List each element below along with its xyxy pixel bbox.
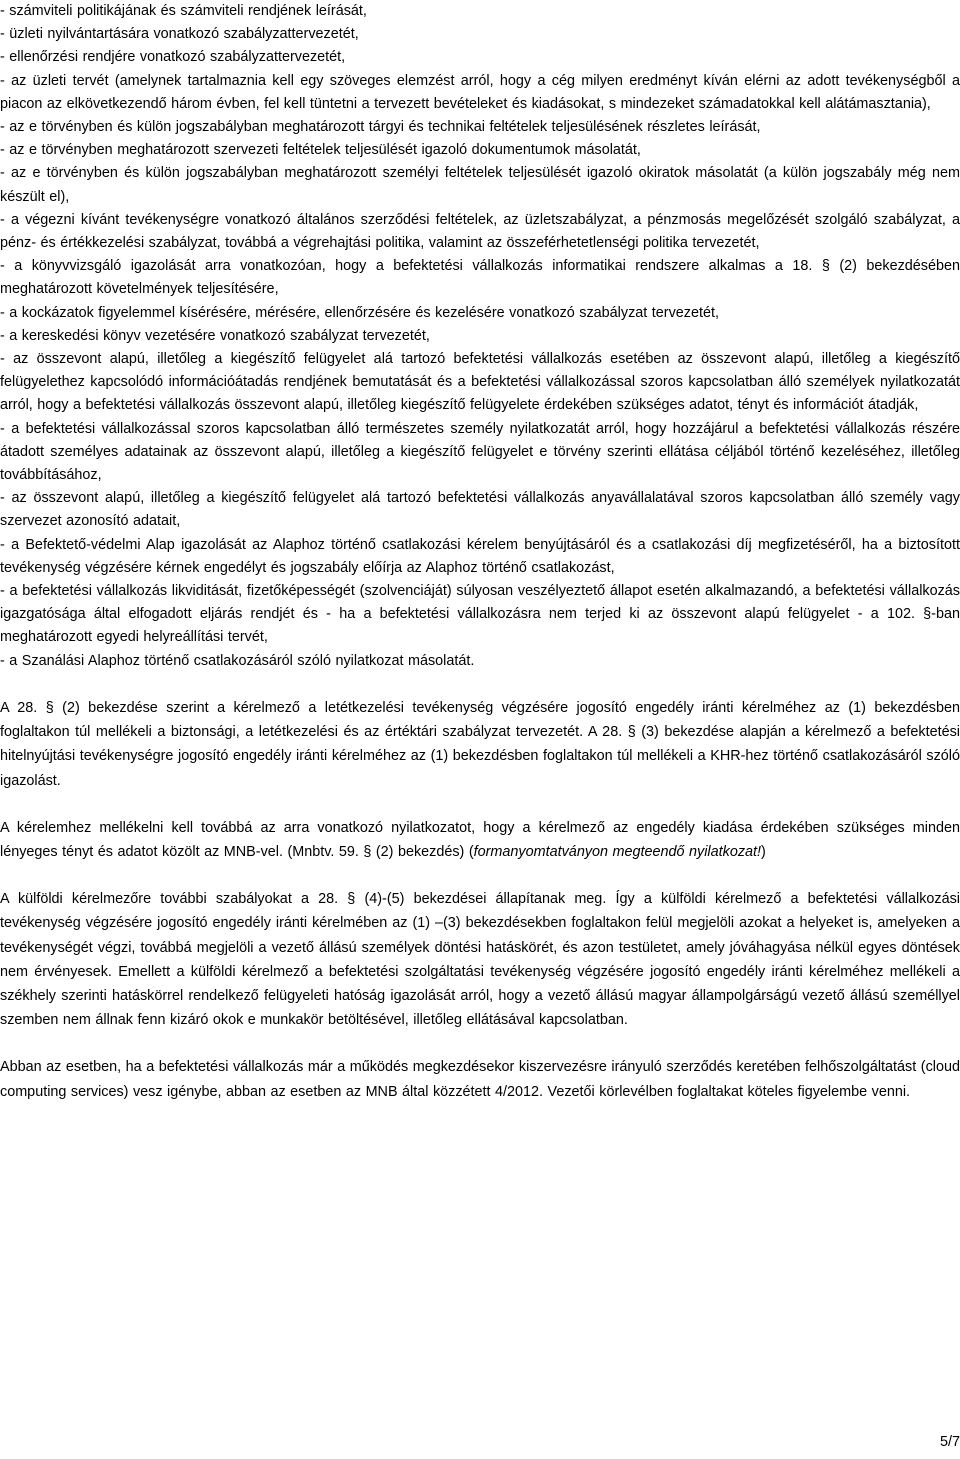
paragraph-cloud-services: Abban az esetben, ha a befektetési vállalkozás már a működés megkezdésekor kiszervezésre irányuló szerződés keretében felhőszolgáltatást (cloud computing services) vesz igénybe, abban az esetben az MNB által közzétett 4/2012. Vezetői körlevélben foglaltakat köteles figyelembe venni. (0, 1059, 960, 1100)
paragraph-declaration (0, 816, 960, 864)
list-item: - az e törvényben és külön jogszabályban meghatározott személyi feltételek teljesülését igazoló okiratok másolatát (a külön jogszabály még nem készült el), (0, 165, 960, 205)
list-item: - a kereskedési könyv vezetésére vonatkozó szabályzat tervezetét, (0, 327, 430, 344)
list-item: - az összevont alapú, illetőleg a kiegészítő felügyelet alá tartozó befektetési vállalkozás esetében az összevont alapú, illetőleg a kiegészítő felügyelethez kapcsolódó információátadás rendjének bemutatását és a befektetési vállalkozással szoros kapcsolatban álló személyek nyilatkozatát arról, hogy a befektetési vállalkozás összevont alapú, illetőleg kiegészítő felügyelete érdekében szükséges adatot, tényt és információt átadják, (0, 351, 960, 414)
paragraph-declaration-text: A kérelemhez mellékelni kell továbbá az arra vonatkozó nyilatkozatot, hogy a kérelmező az engedély kiadása érdekében szükséges minden lényeges tényt és adatot közölt az MNB-vel. (Mnbtv. 59. § (2) bekezdés) ( (0, 819, 960, 860)
list-item: - az üzleti tervét (amelynek tartalmaznia kell egy szöveges elemzést arról, hogy a cég milyen eredményt kíván elérni az adott tevékenységből a piacon az elkövetkezendő három évben, fel kell tüntetni a tervezett bevételeket és kiadásokat, s mindezeket számadatokkal kell alátámasztania), (0, 72, 960, 112)
list-item: - a könyvvizsgáló igazolását arra vonatkozóan, hogy a befektetési vállalkozás informatikai rendszere alkalmas a 18. § (2) bekezdésében meghatározott követelmények teljesítésére, (0, 258, 960, 298)
list-item: - üzleti nyilvántartására vonatkozó szabályzattervezetét, (0, 26, 359, 43)
list-item: - a kockázatok figyelemmel kísérésére, mérésére, ellenőrzésére és kezelésére vonatkozó szabályzat tervezetét, (0, 304, 719, 321)
list-item: - a Szanálási Alaphoz történő csatlakozásáról szóló nyilatkozat másolatát. (0, 652, 475, 669)
list-item: - a végezni kívánt tevékenységre vonatkozó általános szerződési feltételek, az üzletszabályzat, a pénzmosás megelőzését szolgáló szabályzat, a pénz- és értékkezelési szabályzat, továbbá a végrehajtási politika, valamint az összeférhetetlenségi politika tervezetét, (0, 211, 960, 252)
list-item: - a befektetési vállalkozással szoros kapcsolatban álló természetes személy nyilatkozatát arról, hogy hozzájárul a befektetési vállalkozás részére átadott személyes adatainak az összevont alapú, illetőleg a kiegészítő felügyelet e törvény szerinti ellátása céljából történő kezeléséhez, illetőleg továbbításához, (0, 420, 960, 484)
list-item: - az e törvényben meghatározott szervezeti feltételek teljesülését igazoló dokumentumok másolatát, (0, 142, 641, 159)
list-item: - a befektetési vállalkozás likviditását, fizetőképességét (szolvenciáját) súlyosan veszélyeztető állapot esetén alkalmazandó, a befektetési vállalkozás igazgatósága által elfogadott eljárás rendjét és - ha a befektetési vállalkozásra nem terjed ki az összevont alapú felügyelet - a 102. §-ban meghatározott egyedi helyreállítási tervét, (0, 583, 960, 646)
paragraph-declaration-end: ) (761, 843, 766, 860)
page-number: 5/7 (939, 1434, 960, 1450)
requirements-list (0, 0, 960, 673)
list-item: - ellenőrzési rendjére vonatkozó szabályzattervezetét, (0, 49, 346, 66)
paragraph-declaration-italic: formanyomtatványon megteendő nyilatkozat! (473, 843, 762, 860)
list-item: - az összevont alapú, illetőleg a kiegészítő felügyelet alá tartozó befektetési vállalkozás anyavállalatával szoros kapcsolatban álló személy vagy szervezet azonosító adatait, (0, 490, 960, 530)
paragraph-custody: A 28. § (2) bekezdése szerint a kérelmező a letétkezelési tevékenység végzésére jogosító engedély iránti kérelméhez az (1) bekezdésben foglaltakon túl mellékeli a biztonsági, a letétkezelési és az értéktári szabályzat tervezetét. A 28. § (3) bekezdése alapján a kérelmező a befektetési hitelnyújtási tevékenységre jogosító engedély iránti kérelméhez az (1) bekezdésben foglaltakon túl mellékeli a KHR-hez történő csatlakozásáról szóló igazolást. (0, 699, 960, 789)
paragraph-foreign-applicant: A külföldi kérelmezőre további szabályokat a 28. § (4)-(5) bekezdései állapítanak meg. Így a külföldi kérelmező a befektetési vállalkozási tevékenység végzésére jogosító engedély iránti kérelmében az (1) –(3) bekezdésekben foglaltakon felül megjelöli azokat a helyeket is, amelyeken a tevékenységét végzi, továbbá megjelöli a vezető állású személyek döntési hatáskörét, és azon testületet, amely jóváhagyása nélkül egyes döntések nem érvényesek. Emellett a külföldi kérelmező a befektetési szolgáltatási tevékenység végzésére jogosító engedély iránti kérelméhez mellékeli a székhely szerinti hatáskörrel rendelkező felügyeleti hatóság igazolását arról, hogy a vezető állású magyar állampolgárságú vezető állású személlyel szemben nem állnak fenn kizáró okok e munkakör betöltésével, illetőleg ellátásával kapcsolatban. (0, 891, 960, 1029)
list-item: - számviteli politikájának és számviteli rendjének leírását, (0, 3, 367, 19)
list-item: - az e törvényben és külön jogszabályban meghatározott tárgyi és technikai feltételek teljesülésének részletes leírását, (0, 119, 761, 136)
list-item: - a Befektető-védelmi Alap igazolását az Alaphoz történő csatlakozási kérelem benyújtásáról és a csatlakozási díj megfizetéséről, ha a biztosított tevékenység végzésére kérnek engedélyt és jogszabály előírja az Alaphoz történő csatlakozást, (0, 536, 960, 576)
